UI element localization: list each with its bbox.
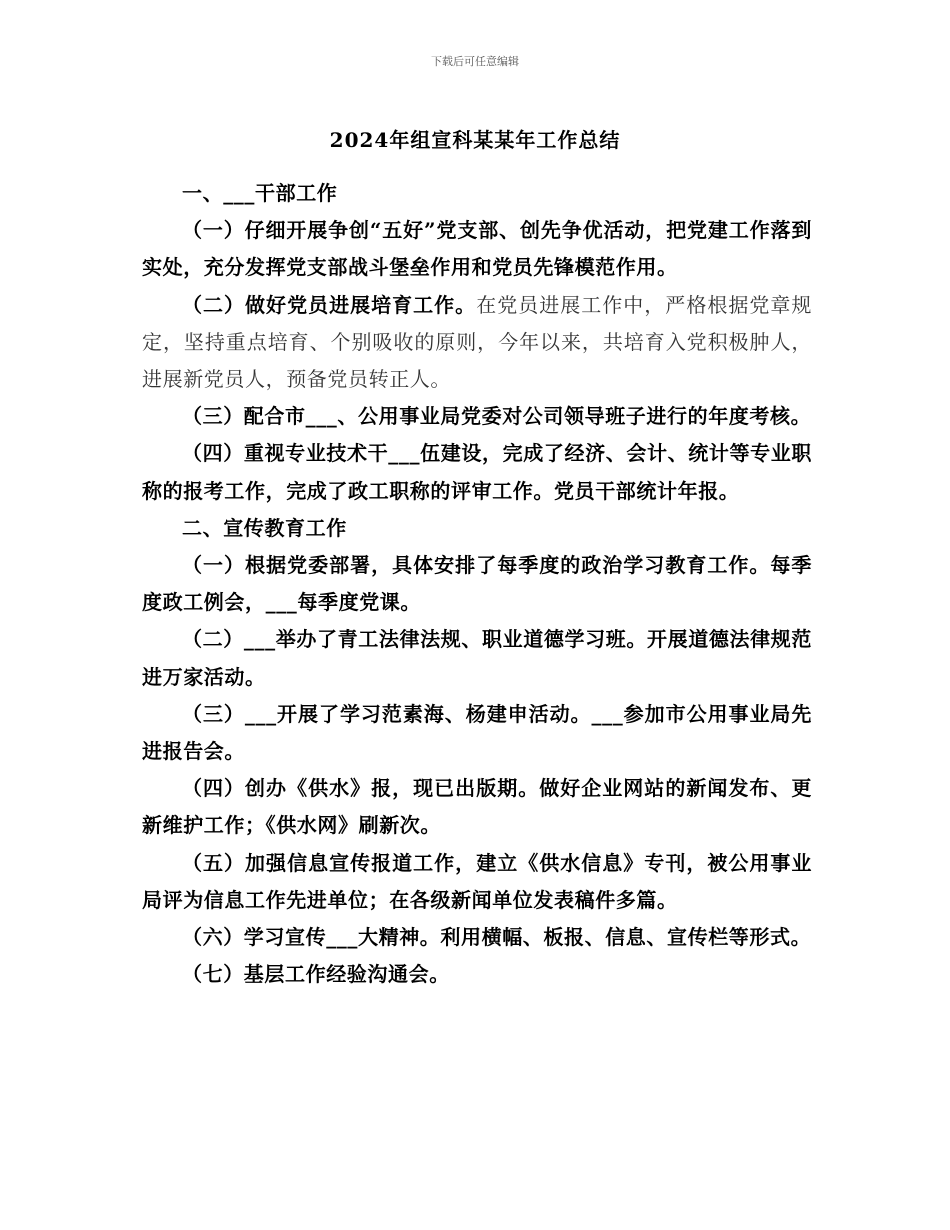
paragraph: （二）___举办了青工法律法规、职业道德学习班。开展道德法律规范进万家活动。: [142, 627, 812, 689]
paragraph: （五）加强信息宣传报道工作，建立《供水信息》专刊，被公用事业局评为信息工作先进单位；在各级新闻单位发表稿件多篇。: [142, 850, 812, 912]
paragraph: （四）创办《供水》报，现已出版期。做好企业网站的新闻发布、更新维护工作；《供水网》刷新次。: [142, 776, 812, 838]
paragraph-lead: （二）做好党员进展培育工作。: [182, 292, 477, 317]
document-title: 2024年组宣科某某年工作总结: [329, 128, 621, 152]
paragraph: （六）学习宣传___大精神。利用横幅、板报、信息、宣传栏等形式。: [182, 925, 812, 950]
page-header-note: 下载后可任意编辑: [431, 55, 519, 68]
paragraph: （四）重视专业技术干___伍建设，完成了经济、会计、统计等专业职称的报考工作，完成了政工职称的评审工作。党员干部统计年报。: [142, 441, 812, 503]
document-body: [142, 175, 812, 993]
paragraph: （三）___开展了学习范素海、杨建申活动。___参加市公用事业局先进报告会。: [142, 701, 812, 764]
paragraph-rest: 在党员进展工作中，严格根据党章规定，坚持重点培育、个别吸收的原则，今年以来，共培育入党积极肿人，进展新党员人，预备党员转正人。: [142, 292, 812, 392]
paragraph: （三）配合市___、公用事业局党委对公司领导班子进行的年度考核。: [182, 404, 812, 429]
paragraph: [142, 287, 812, 399]
paragraph: （一）根据党委部署，具体安排了每季度的政治学习教育工作。每季度政工例会，___每季度党课。: [142, 553, 812, 615]
paragraph: （一）仔细开展争创“五好”党支部、创先争优活动，把党建工作落到实处，充分发挥党支部战斗堡垒作用和党员先锋模范作用。: [142, 218, 812, 280]
section-heading: 一、___干部工作: [182, 181, 338, 205]
paragraph: （七）基层工作经验沟通会。: [182, 962, 450, 987]
section-heading: 二、宣传教育工作: [182, 515, 347, 540]
